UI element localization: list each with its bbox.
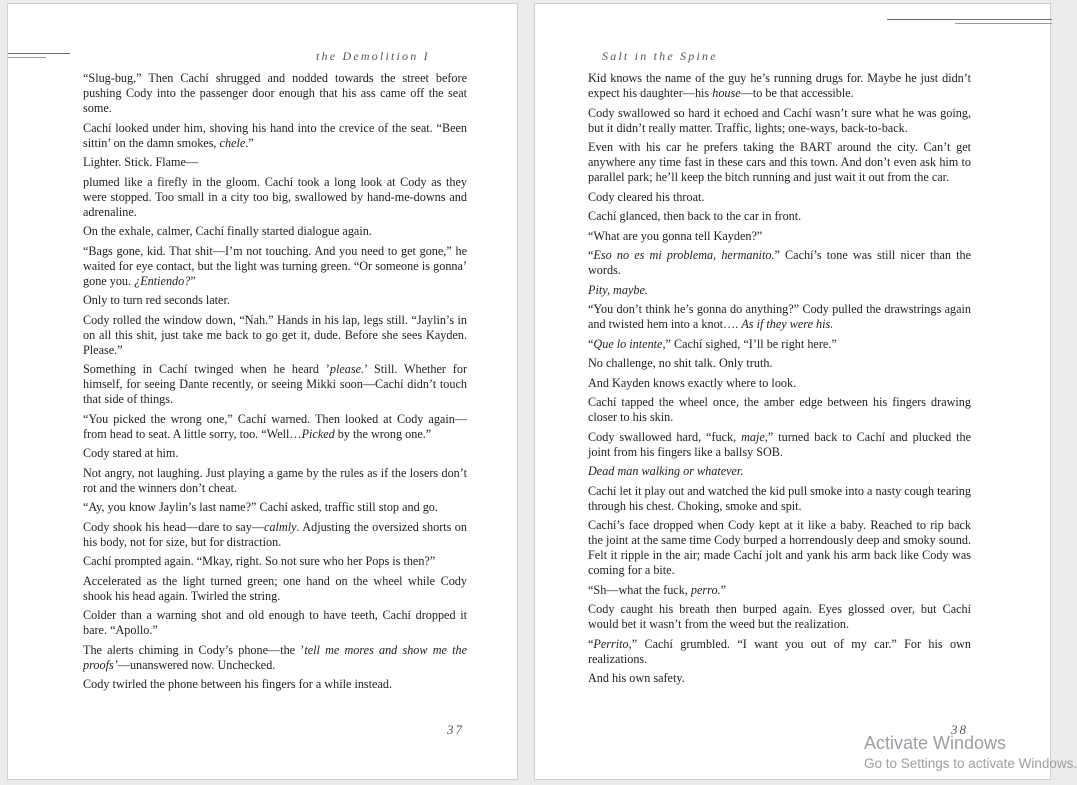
text-run: “Slug-bug,” Then Cachí shrugged and nodded towards the street before pushing Cody into the passenger door enough that his ass came off the seat some.	[83, 71, 467, 115]
paragraph	[83, 244, 467, 289]
paragraph	[588, 106, 971, 136]
text-run: Cody swallowed so hard it echoed and Cachí wasn’t sure what he was going, but it didn’t really matter. Traffic, lights; one-ways, back-to-back.	[588, 105, 971, 135]
text-run: Lighter. Stick. Flame—	[83, 155, 199, 169]
text-run: —unanswered now. Unchecked.	[117, 657, 276, 672]
text-run: “You picked the wrong one,” Cachí warned. Then looked at Cody again—from head to seat. A little sorry, too. “Well…	[83, 411, 467, 441]
paragraph	[83, 608, 467, 638]
text-run: Cody caught his breath then burped again. Eyes glossed over, but Cachí would bet it wasn’t from the weed but the realization.	[588, 602, 971, 631]
italic-run: tell me mores and show me the proofs’	[83, 642, 467, 672]
text-run: On the exhale, calmer, Cachí finally started dialogue again.	[83, 224, 372, 238]
italic-run: ¿Entiendo?	[134, 273, 191, 288]
corner-ornament-line	[8, 57, 46, 58]
paragraph	[83, 224, 467, 239]
text-run: by the wrong one.”	[334, 426, 432, 441]
italic-run: Que lo intente,	[593, 336, 666, 351]
paragraph	[83, 446, 467, 461]
watermark-subtitle: Go to Settings to activate Windows.	[864, 756, 1077, 771]
text-run: And his own safety.	[588, 671, 685, 685]
paragraph	[83, 412, 467, 442]
watermark-title: Activate Windows	[864, 733, 1007, 753]
text-run: Something in Cachí twinged when he heard ’	[83, 362, 330, 376]
italic-run: chele	[219, 135, 246, 150]
paragraph	[83, 293, 467, 308]
italic-run: Pity, maybe.	[588, 282, 648, 297]
text-run: ’ Still. Whether for himself, for seeing Dante recently, or seeing Mikki soon—Cachí didn’t touch that side of things.	[83, 362, 467, 406]
text-run: And Kayden knows exactly where to look.	[588, 375, 797, 390]
paragraph	[588, 376, 971, 391]
paragraph	[588, 637, 971, 667]
paragraph	[83, 71, 467, 116]
paragraph	[588, 464, 971, 479]
italic-run: As if they were his.	[741, 317, 834, 331]
paragraph	[588, 583, 971, 598]
paragraph	[83, 554, 467, 569]
page-number: 38	[951, 722, 968, 737]
text-run: Cody swallowed hard, “fuck,	[588, 429, 742, 444]
page-body-text	[83, 71, 467, 697]
italic-run: Dead man walking or whatever.	[588, 464, 744, 478]
paragraph	[588, 430, 971, 460]
italic-run: perro.	[690, 582, 721, 597]
text-run: “	[588, 248, 594, 262]
italic-run: maje,	[741, 429, 768, 444]
paragraph	[83, 520, 467, 550]
text-run: No challenge, no shit talk. Only truth.	[588, 356, 773, 370]
paragraph	[588, 209, 971, 224]
text-run: Cody rolled the window down, “Nah.” Hands in his lap, legs still. “Jaylin’s in on all this shit, just take me back to go get it, dude. Before she sees Kayden. Please.”	[83, 312, 467, 357]
text-run: “You don’t think he’s gonna do anything?” Cody pulled the drawstrings again and twisted hem into a knot….	[588, 302, 971, 331]
paragraph	[588, 602, 971, 632]
text-run: Cachí let it play out and watched the kid pull smoke into a nasty cough tearing through his chest. Choking, smoke and spit.	[588, 483, 971, 513]
text-run: Cachí tapped the wheel once, the amber edge between his fingers drawing closer to his skin.	[588, 395, 971, 424]
text-run: “What are you gonna tell Kayden?”	[588, 228, 763, 243]
text-run: Cachí glanced, then back to the car in front.	[588, 209, 802, 223]
italic-run: calmly	[264, 519, 297, 534]
paragraph	[83, 313, 467, 358]
italic-run: house	[712, 86, 741, 100]
text-run: Cachí prompted again. “Mkay, right. So not sure who her Pops is then?”	[83, 554, 436, 568]
paragraph	[588, 302, 971, 332]
text-run: Kid knows the name of the guy he’s running drugs for. Maybe he just didn’t expect his daughter—his	[588, 71, 971, 100]
text-run: “	[588, 336, 594, 351]
paragraph	[588, 140, 971, 185]
italic-run: Perrito,	[593, 636, 632, 651]
paragraph	[83, 574, 467, 604]
text-run: Accelerated as the light turned green; one hand on the wheel while Cody shook his head again. Twirled the string.	[83, 573, 467, 603]
running-header: the Demolition I	[316, 49, 430, 63]
text-run: Colder than a warning shot and old enough to have teeth, Cachí dropped it bare. “Apollo.”	[83, 608, 467, 637]
paragraph	[83, 175, 467, 220]
text-run: “Ay, you know Jaylin’s last name?” Cachí asked, traffic still stop and go.	[83, 500, 438, 514]
text-run: ” turned back to Cachí and plucked the joint from his fingers like a ballsy SOB.	[588, 429, 971, 459]
text-run: Cody stared at him.	[83, 446, 179, 460]
text-run: Cachí looked under him, shoving his hand into the crevice of the seat. “Been sittin’ on the damn smokes,	[83, 120, 467, 150]
right-page	[534, 3, 1051, 780]
paragraph	[588, 283, 971, 298]
text-run: ” Cachí sighed, “I’ll be right here.”	[665, 336, 837, 351]
paragraph	[83, 121, 467, 151]
italic-run: please.	[329, 362, 365, 376]
paragraph	[83, 500, 467, 515]
paragraph	[588, 248, 971, 278]
text-run: ”	[720, 582, 727, 597]
text-run: plumed like a firefly in the gloom. Cachí took a long look at Cody as they were stopped. Too small in a city too big, swallowed by hand-me-downs and adrenaline.	[83, 174, 467, 219]
text-run: “Bags gone, kid. That shit—I’m not touching. And you need to get gone,” he waited for eye contact, but the light was turning green. “Or someone is gonna’ gone you.	[83, 243, 467, 288]
paragraph	[83, 466, 467, 496]
text-run: Only to turn red seconds later.	[83, 293, 230, 307]
paragraph	[588, 356, 971, 371]
paragraph	[588, 190, 971, 205]
corner-ornament-line	[887, 19, 1052, 20]
paragraph	[588, 229, 971, 244]
text-run: ” Cachí grumbled. “I want you out of my car.” For his own realizations.	[588, 636, 971, 666]
paragraph	[588, 395, 971, 425]
paragraph	[588, 518, 971, 578]
text-run: Even with his car he prefers taking the BART around the city. Can’t get anywhere any time fast in these cars and this town. And don’t even ask him to parallel park; he’ll keep the bitch running and just wait it out from the car.	[588, 140, 971, 184]
corner-ornament-line	[955, 23, 1052, 24]
text-run: ” Cachí’s tone was still nicer than the words.	[588, 248, 972, 277]
text-run: .”	[245, 135, 254, 150]
text-run: Cody twirled the phone between his fingers for a while instead.	[83, 677, 393, 691]
activate-windows-watermark	[864, 732, 1077, 773]
paragraph	[83, 155, 467, 170]
paragraph	[588, 71, 971, 101]
page-body-text	[588, 71, 971, 691]
text-run: Not angry, not laughing. Just playing a game by the rules as if the losers don’t rot and the winners don’t cheat.	[83, 465, 467, 495]
paragraph	[588, 484, 971, 514]
italic-run: Eso no es mi problema, hermanito.	[593, 248, 775, 262]
text-run: Cachí’s face dropped when Cody kept at it like a baby. Reached to rip back the joint at the same time Cody burped a horrendously deep and smoky sound. Felt it ripple in the air; made Cachí jolt and yank his arm back like Cody was coming for a bite.	[588, 518, 971, 577]
corner-ornament-line	[8, 53, 70, 54]
page-number: 37	[447, 722, 464, 737]
text-run: —to be that accessible.	[740, 86, 854, 100]
text-run: “	[588, 636, 594, 651]
text-run: Cody shook his head—dare to say—	[83, 519, 264, 534]
text-run: ”	[190, 273, 196, 288]
text-run: Cody cleared his throat.	[588, 189, 705, 204]
text-run: “Sh—what the fuck,	[588, 582, 691, 597]
paragraph	[83, 677, 467, 692]
paragraph	[83, 362, 467, 407]
text-run: The alerts chiming in Cody’s phone—the ’	[83, 642, 305, 657]
text-run: . Adjusting the oversized shorts on his body, not for size, but for distraction.	[83, 519, 467, 549]
left-page	[7, 3, 518, 780]
paragraph	[83, 643, 467, 673]
paragraph	[588, 337, 971, 352]
italic-run: Picked	[301, 426, 335, 441]
running-header: Salt in the Spine	[602, 49, 718, 63]
paragraph	[588, 671, 971, 686]
